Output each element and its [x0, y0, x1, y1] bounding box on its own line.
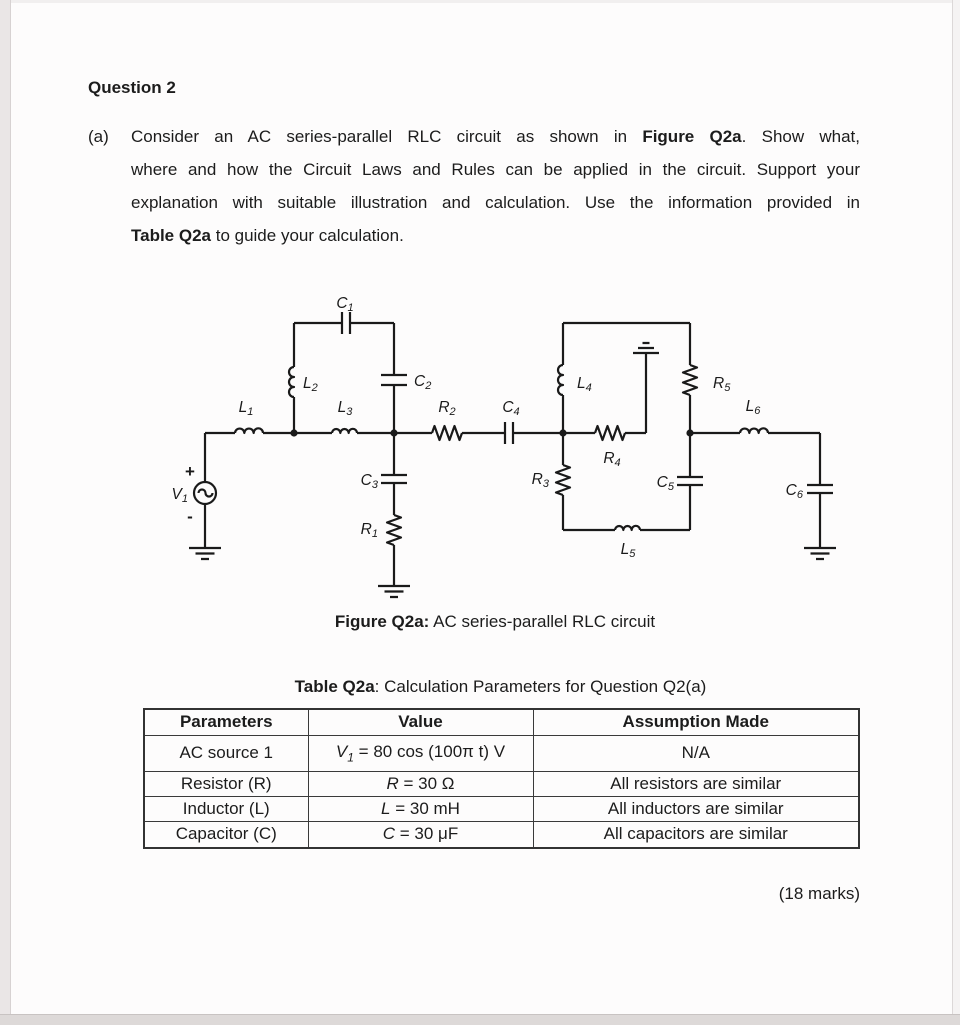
capacitor-c3	[381, 433, 407, 515]
resistor-r5	[683, 323, 697, 433]
table-caption-bold: Table Q2a	[294, 677, 375, 696]
cell-parameter: Resistor (R)	[144, 771, 308, 796]
label-c6: C6	[785, 482, 803, 501]
table-row	[144, 821, 859, 848]
node-a	[290, 429, 297, 436]
table-caption	[143, 677, 858, 697]
paragraph-line: where and how the Circuit Laws and Rules can be applied in the circuit. Support your	[131, 160, 860, 179]
paragraph-line: Consider an AC series-parallel RLC circuit as shown in Figure Q2a. Show what,	[131, 127, 860, 146]
header-value: Value	[308, 709, 533, 735]
cell-assumption: All resistors are similar	[533, 771, 859, 796]
figure-caption	[90, 612, 900, 632]
question-paragraph-lines	[131, 120, 860, 252]
ground-c6	[804, 548, 836, 559]
paragraph-line: Table Q2a to guide your calculation.	[131, 226, 404, 245]
label-l5: L5	[620, 541, 636, 560]
component-labels	[172, 295, 804, 560]
capacitor-c6	[807, 433, 833, 548]
marks-label: (18 marks)	[778, 884, 860, 903]
parameters-table	[143, 708, 860, 849]
inductor-l3	[294, 429, 394, 433]
ground-r1	[378, 586, 410, 597]
cell-value: L = 30 mH	[308, 796, 533, 821]
inductor-l4	[558, 323, 563, 433]
table-row	[144, 771, 859, 796]
label-c4: C4	[502, 399, 520, 418]
table-row	[144, 796, 859, 821]
figure-caption-rest: AC series-parallel RLC circuit	[429, 612, 656, 631]
label-c2: C2	[414, 373, 432, 392]
label-r1: R1	[360, 521, 378, 540]
cell-value: C = 30 μF	[308, 821, 533, 848]
cell-assumption: N/A	[533, 735, 859, 771]
paragraph-line: explanation with suitable illustration and calculation. Use the information provided in	[131, 193, 860, 212]
label-r5: R5	[713, 375, 731, 394]
label-r3: R3	[531, 471, 549, 490]
question-paragraph	[88, 120, 860, 252]
label-l1: L1	[238, 399, 254, 418]
capacitor-c5	[677, 433, 703, 530]
node-b	[390, 429, 397, 436]
label-l3: L3	[337, 399, 353, 418]
figure-caption-bold: Figure Q2a:	[334, 612, 430, 631]
question-title: Question 2	[88, 78, 176, 97]
capacitor-c4	[505, 422, 563, 444]
circuit-figure	[150, 280, 890, 610]
label-l6: L6	[745, 398, 761, 417]
label-minus: -	[187, 507, 193, 526]
node-d	[686, 429, 693, 436]
label-l2: L2	[303, 375, 318, 394]
resistor-r4	[563, 353, 646, 440]
inductor-l5	[563, 526, 690, 530]
ground-r4	[633, 343, 659, 353]
label-v1: V1	[171, 486, 188, 505]
cell-assumption: All capacitors are similar	[533, 821, 859, 848]
inductor-l2	[289, 323, 294, 433]
cell-parameter: Capacitor (C)	[144, 821, 308, 848]
table-header-row	[144, 709, 859, 735]
page-edge-right	[952, 0, 960, 1024]
label-c3: C3	[360, 472, 378, 491]
resistor-r3	[556, 433, 570, 530]
page-edge-left	[0, 0, 11, 1024]
capacitor-c1	[294, 312, 394, 334]
cell-assumption: All inductors are similar	[533, 796, 859, 821]
label-plus: +	[185, 462, 195, 481]
cell-value: $V_1 = 80$ cos (100π t) V	[308, 735, 533, 771]
ground-v1	[189, 548, 221, 559]
label-r2: R2	[438, 399, 456, 418]
page-edge-bottom	[0, 1014, 960, 1025]
label-c1: C1	[336, 295, 354, 314]
capacitor-c2	[381, 323, 407, 433]
cell-parameter: Inductor (L)	[144, 796, 308, 821]
page-edge-top	[0, 0, 960, 3]
inductor-l1	[205, 428, 294, 433]
header-assumption: Assumption Made	[533, 709, 859, 735]
resistor-r1	[387, 515, 401, 586]
header-parameters: Parameters	[144, 709, 308, 735]
item-label: (a)	[88, 127, 109, 146]
ac-source-v1	[194, 433, 216, 548]
label-r4: R4	[603, 450, 621, 469]
cell-value: R = 30 Ω	[308, 771, 533, 796]
table-caption-rest: : Calculation Parameters for Question Q2(a)	[374, 677, 707, 696]
label-c5: C5	[656, 474, 674, 493]
label-l4: L4	[577, 375, 592, 394]
resistor-r2	[394, 426, 505, 440]
node-c	[559, 429, 566, 436]
inductor-l6	[690, 428, 820, 433]
scrollbar-thumb[interactable]	[943, 548, 950, 765]
table-row	[144, 735, 859, 771]
cell-parameter: AC source 1	[144, 735, 308, 771]
